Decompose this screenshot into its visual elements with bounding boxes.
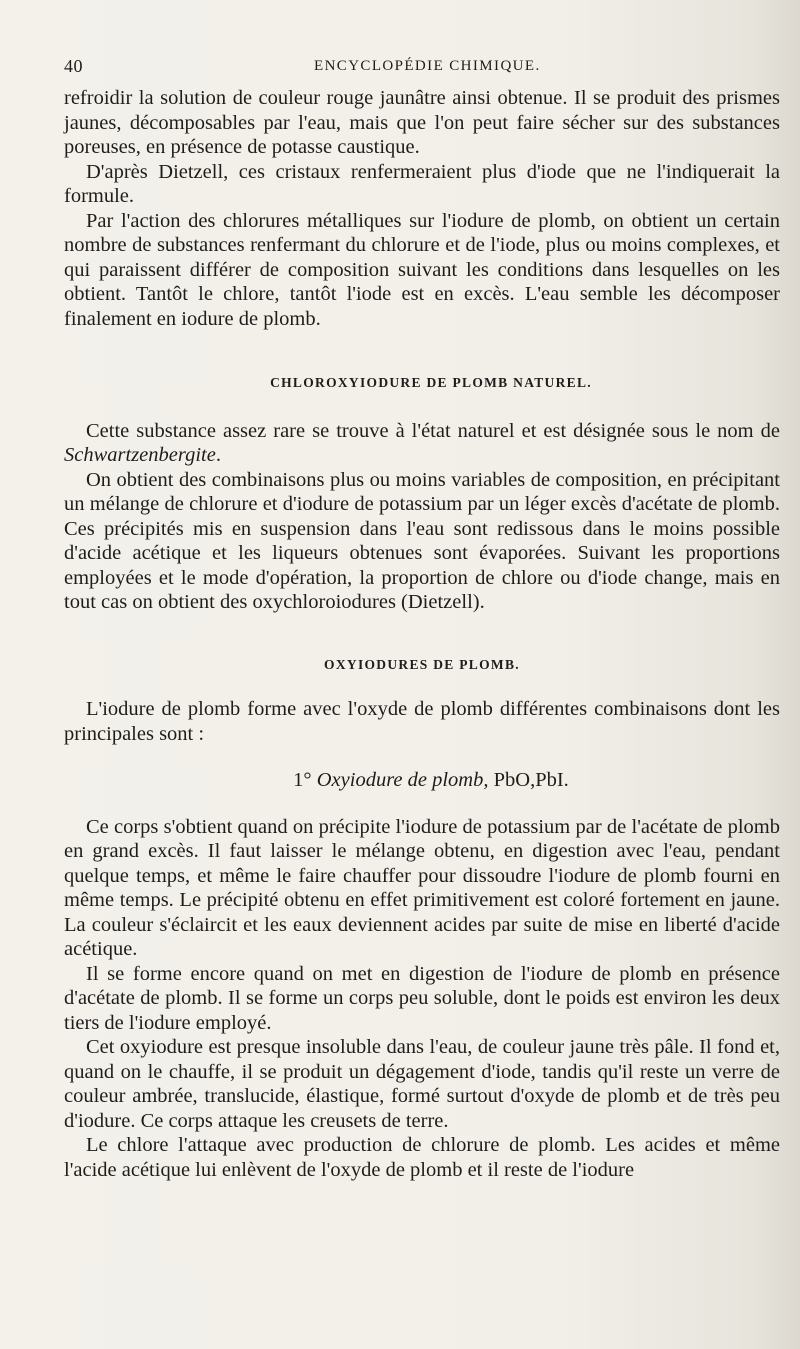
page-number: 40 — [64, 56, 83, 76]
paragraph-oxychloroiodures: On obtient des combinaisons plus ou moins variables de composition, en précipitant un mélange de chlorure et d'iodure de potassium par un léger excès d'acétate de plomb. Ces précipités mis en suspension dans l'eau sont redissous dans le moins possible d'acide acétique et les liqueurs obtenues sont évaporées. Suivant les proportions employées et le mode d'opération, la proportion de chlore ou d'iode change, mais en tout cas on obtient des oxychloroiodures (Dietzell). — [64, 468, 780, 613]
paragraph-metal-chlorides: Par l'action des chlorures métalliques sur l'iodure de plomb, on obtient un certain nombre de substances renfermant du chlorure et de l'iode, plus ou moins complexes, et qui paraissent différer de composition suivant les conditions dans lesquelles on les obtient. Tantôt le chlore, tantôt l'iode est en excès. L'eau semble les décomposer finalement en iodure de plomb. — [64, 209, 780, 330]
running-head — [64, 56, 784, 82]
paragraph-properties: Cet oxyiodure est presque insoluble dans l'eau, de couleur jaune très pâle. Il fond et, quand on le chauffe, il se produit un dégagement d'iode, tandis qu'il reste un verre de couleur ambrée, translucide, élastique, formé surtout d'oxyde de plomb et de très peu d'iodure. Ce corps attaque les creusets de terre. — [64, 1036, 780, 1132]
paragraph-oxyiodures-intro: L'iodure de plomb forme avec l'oxyde de plomb différentes combinaisons dont les principales sont : — [64, 698, 780, 745]
section-heading-chloroxyiodure: CHLOROXYIODURE DE PLOMB NATUREL. — [270, 375, 592, 390]
paragraph-digestion: Il se forme encore quand on met en digestion de l'iodure de plomb en présence d'acétate de plomb. Il se forme un corps peu soluble, dont le poids est environ les deux tiers de l'iodure employé. — [64, 962, 780, 1034]
paragraph-continuation: refroidir la solution de couleur rouge jaunâtre ainsi obtenue. Il se produit des prismes jaunes, décomposables par l'eau, mais que l'on peut faire sécher sur des substances poreuses, en présence de potasse caustique. — [64, 87, 780, 158]
paragraph-dietzell-note: D'après Dietzell, ces cristaux renfermeraient plus d'iode que ne l'indiquerait la formule. — [64, 160, 780, 207]
text-run: Cette substance assez rare se trouve à l'état naturel et est désignée sous le nom de — [86, 419, 780, 442]
subheading-formula: PbO,PbI. — [493, 769, 569, 791]
paragraph-schwartzenbergite — [64, 419, 780, 468]
subheading-number: 1° — [293, 769, 312, 791]
body-text — [64, 86, 780, 1182]
subheading-oxyiodure — [64, 768, 780, 793]
subheading-title: Oxyiodure de plomb, — [316, 769, 489, 791]
paragraph-preparation: Ce corps s'obtient quand on précipite l'iodure de potassium par de l'acétate de plomb en grand excès. Il faut laisser le mélange obtenu, en digestion avec l'eau, pendant quelque temps, et même le faire chauffer pour dissoudre l'iodure de plomb fourni en même temps. Le précipité obtenu en effet primitivement est coloré fortement en jaune. La couleur s'éclaircit et les eaux deviennent acides par suite de mise en liberté d'acide acétique. — [64, 815, 780, 960]
paragraph-chlorine-attack: Le chlore l'attaque avec production de chlorure de plomb. Les acides et même l'acide acétique lui enlèvent de l'oxyde de plomb et il reste de l'iodure — [64, 1134, 780, 1181]
section-heading-oxyiodures: OXYIODURES DE PLOMB. — [324, 656, 520, 672]
text-run: . — [215, 444, 221, 466]
running-title: ENCYCLOPÉDIE CHIMIQUE. — [314, 58, 541, 74]
mineral-name: Schwartzenbergite — [64, 444, 216, 466]
